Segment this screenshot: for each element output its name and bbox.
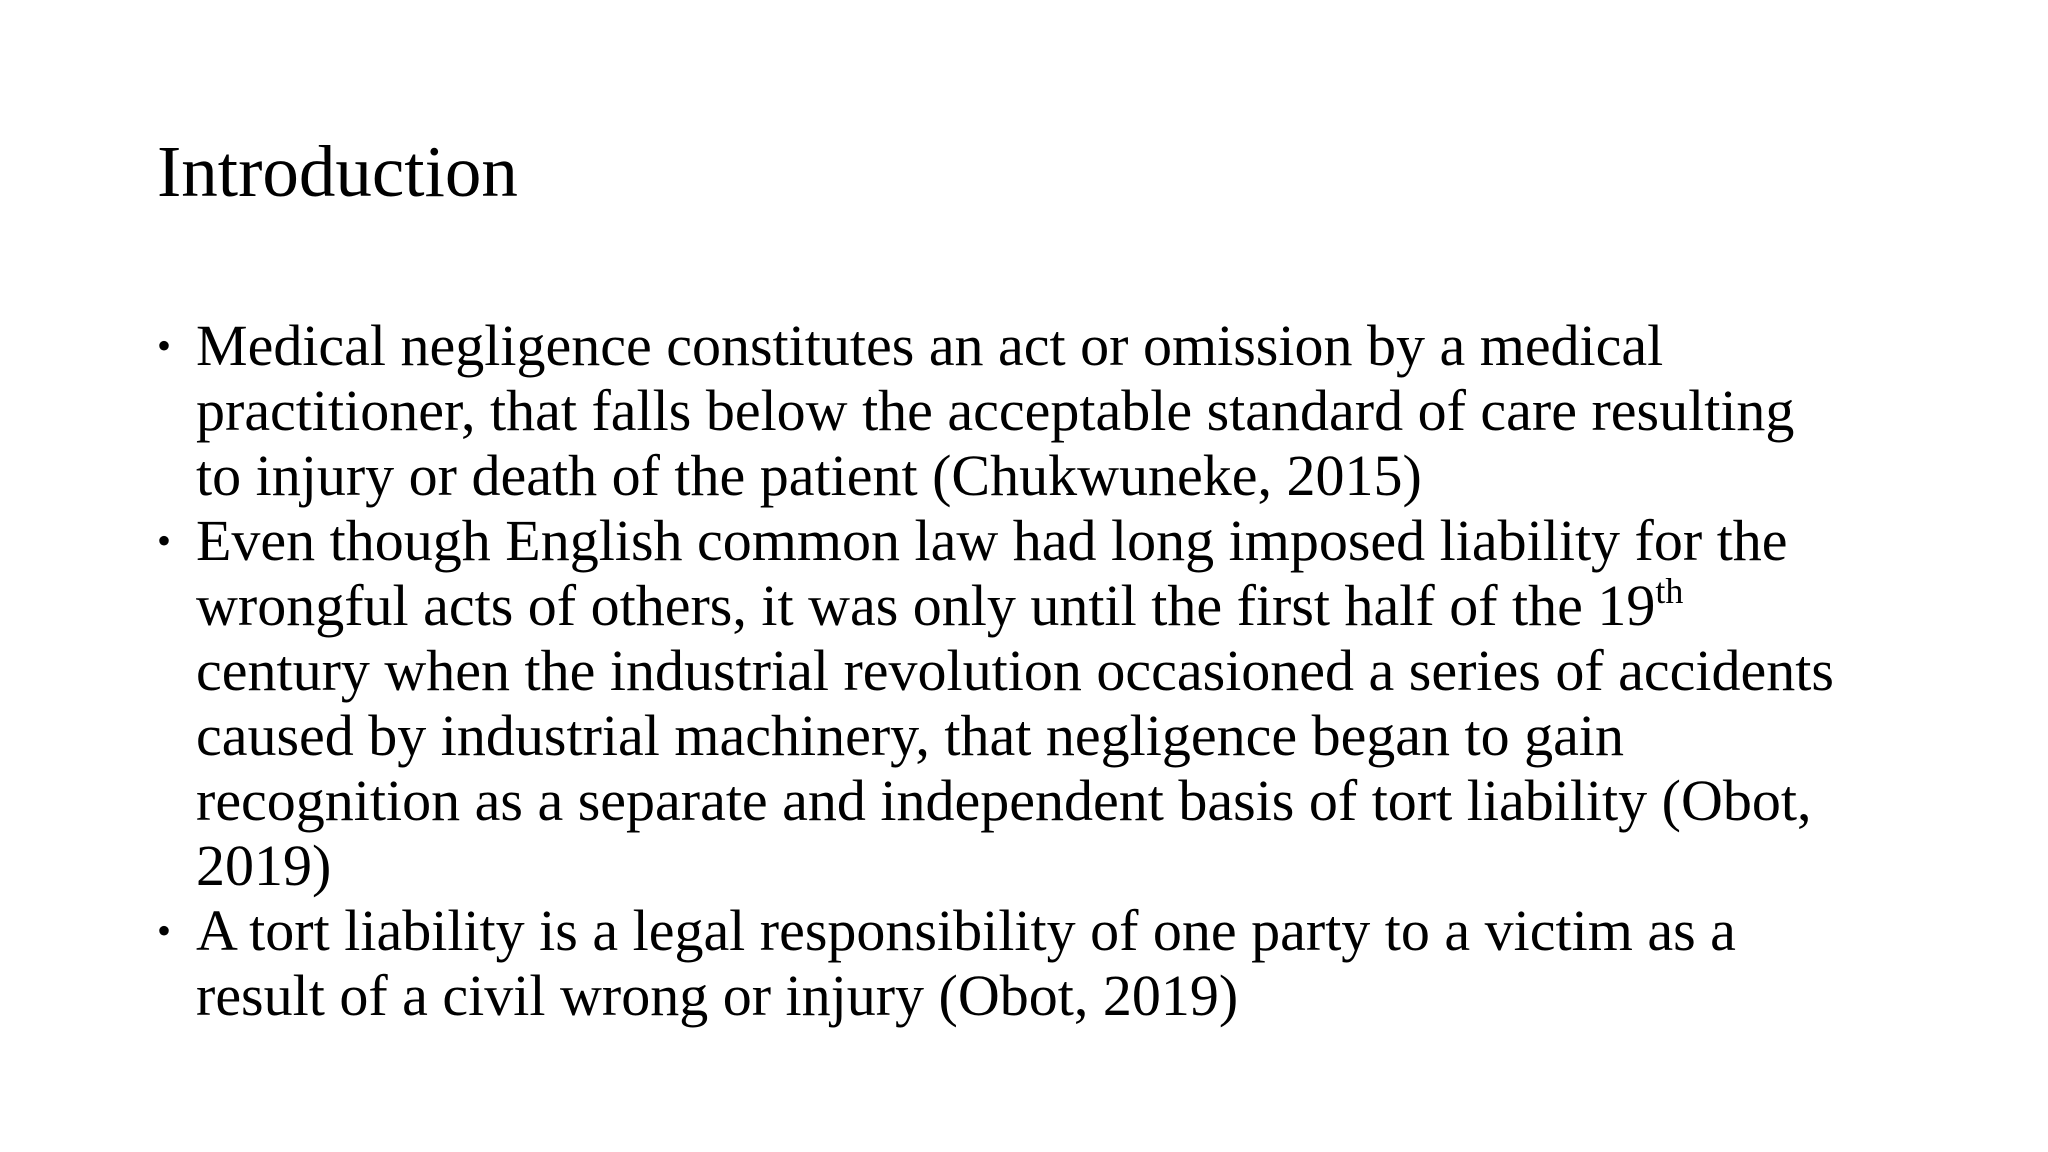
bullet-item-3 bbox=[157, 898, 1917, 1028]
bullet-line-with-superscript bbox=[196, 573, 1917, 638]
bullet-icon: • bbox=[157, 518, 172, 563]
ordinal-superscript: th bbox=[1655, 571, 1684, 611]
bullet-item-1 bbox=[157, 313, 1917, 508]
bullet-line: result of a civil wrong or injury (Obot, 2019) bbox=[196, 963, 1239, 1028]
bullet-line: Even though English common law had long imposed liability for the bbox=[196, 508, 1788, 573]
bullet-line-text: wrongful acts of others, it was only until the first half of the 19 bbox=[196, 573, 1656, 638]
bullet-line: Medical negligence constitutes an act or omission by a medical bbox=[196, 313, 1664, 378]
bullet-line: century when the industrial revolution occasioned a series of accidents bbox=[196, 638, 1834, 703]
bullet-line: 2019) bbox=[196, 833, 332, 898]
bullet-icon: • bbox=[157, 323, 172, 368]
bullet-line: to injury or death of the patient (Chukwuneke, 2015) bbox=[196, 443, 1422, 508]
bullet-line: caused by industrial machinery, that negligence began to gain bbox=[196, 703, 1625, 768]
bullet-line: practitioner, that falls below the acceptable standard of care resulting bbox=[196, 378, 1795, 443]
bullet-item-2 bbox=[157, 508, 1917, 898]
slide-title: Introduction bbox=[157, 131, 518, 212]
bullet-icon: • bbox=[157, 908, 172, 953]
bullet-line: recognition as a separate and independent basis of tort liability (Obot, bbox=[196, 768, 1812, 833]
bullet-line: A tort liability is a legal responsibility of one party to a victim as a bbox=[196, 898, 1736, 963]
bullet-list bbox=[157, 313, 1917, 1028]
